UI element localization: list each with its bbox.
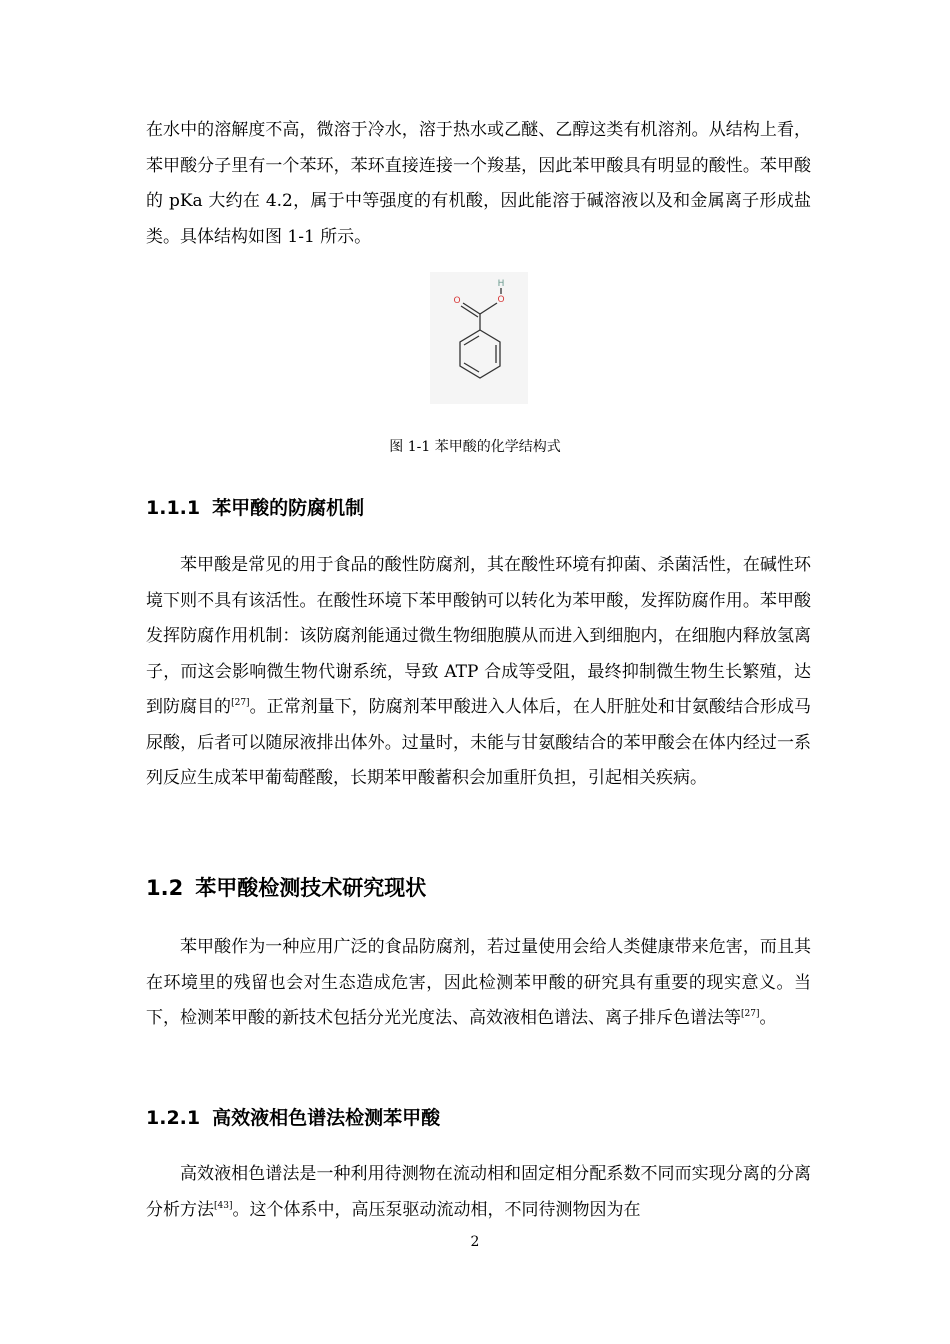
citation: [27] bbox=[741, 1009, 760, 1019]
paragraph-detection-status bbox=[146, 930, 811, 1037]
paragraph-text: 。这个体系中，高压泵驱动流动相，不同待测物因为在 bbox=[232, 1199, 641, 1220]
benzoic-acid-structure-figure bbox=[430, 272, 528, 404]
paragraph-text: 苯甲酸是常见的用于食品的酸性防腐剂，其在酸性环境有抑菌、杀菌活性，在碱性环境下则不具有该活性。在酸性环境下苯甲酸钠可以转化为苯甲酸，发挥防腐作用。苯甲酸发挥防腐作用机制：该防腐剂能通过微生物细胞膜从而进入到细胞内，在细胞内释放氢离子，而这会影响微生物代谢系统，导致 ATP 合成等受阻，最终抑制微生物生长繁殖，达到防腐目的 bbox=[146, 555, 811, 717]
section-heading-1-1-1 bbox=[146, 493, 364, 520]
benzene-ring bbox=[460, 330, 500, 378]
paragraph-intro: 在水中的溶解度不高，微溶于冷水，溶于热水或乙醚、乙醇这类有机溶剂。从结构上看，苯甲酸分子里有一个苯环，苯环直接连接一个羧基，因此苯甲酸具有明显的酸性。苯甲酸的 pKa 大约在 4.2，属于中等强度的有机酸，因此能溶于碱溶液以及和金属离子形成盐类。具体结构如图 1-1 所示。 bbox=[146, 120, 811, 247]
section-heading-1-2-1 bbox=[146, 1103, 440, 1130]
page-number: 2 bbox=[470, 1234, 480, 1250]
section-heading-1-2 bbox=[146, 872, 426, 902]
section-title: 苯甲酸检测技术研究现状 bbox=[195, 876, 427, 900]
paragraph-hplc bbox=[146, 1157, 811, 1228]
paragraph-text: 苯甲酸作为一种应用广泛的食品防腐剂，若过量使用会给人类健康带来危害，而且其在环境里的残留也会对生态造成危害，因此检测苯甲酸的研究具有重要的现实意义。当下，检测苯甲酸的新技术包括分光光度法、高效液相色谱法、离子排斥色谱法等 bbox=[146, 937, 811, 1028]
ring-double-bond-1 bbox=[464, 336, 479, 345]
benzoic-acid-structure-diagram bbox=[430, 272, 528, 404]
section-title: 苯甲酸的防腐机制 bbox=[212, 497, 365, 519]
section-number: 1.2 bbox=[146, 876, 184, 900]
atom-o-right: O bbox=[497, 295, 505, 305]
section-number: 1.1.1 bbox=[146, 497, 201, 519]
section-title: 高效液相色谱法检测苯甲酸 bbox=[212, 1107, 441, 1129]
ring-double-bond-3 bbox=[464, 363, 479, 372]
figure-caption: 图 1-1 苯甲酸的化学结构式 bbox=[389, 439, 561, 455]
paragraph-text: 。 bbox=[759, 1008, 777, 1028]
citation: [43] bbox=[214, 1200, 233, 1211]
paragraph-text: 。正常剂量下，防腐剂苯甲酸进入人体后，在人肝脏处和甘氨酸结合形成马尿酸，后者可以随尿液排出体外。过量时，未能与甘氨酸结合的苯甲酸会在体内经过一系列反应生成苯甲葡萄醛酸，长期苯甲酸蓄积会加重肝负担，引起相关疾病。 bbox=[146, 697, 812, 788]
citation: [27] bbox=[231, 698, 250, 708]
hydroxyl-bond bbox=[480, 303, 497, 314]
paragraph-preservation-mechanism bbox=[146, 548, 811, 797]
paragraph-text: 高效液相色谱法是一种利用待测物在流动相和固定相分配系数不同而实现分离的分离分析方法 bbox=[146, 1164, 811, 1220]
section-number: 1.2.1 bbox=[146, 1107, 201, 1129]
atom-o-left: O bbox=[453, 296, 461, 306]
atom-h: H bbox=[497, 279, 505, 289]
